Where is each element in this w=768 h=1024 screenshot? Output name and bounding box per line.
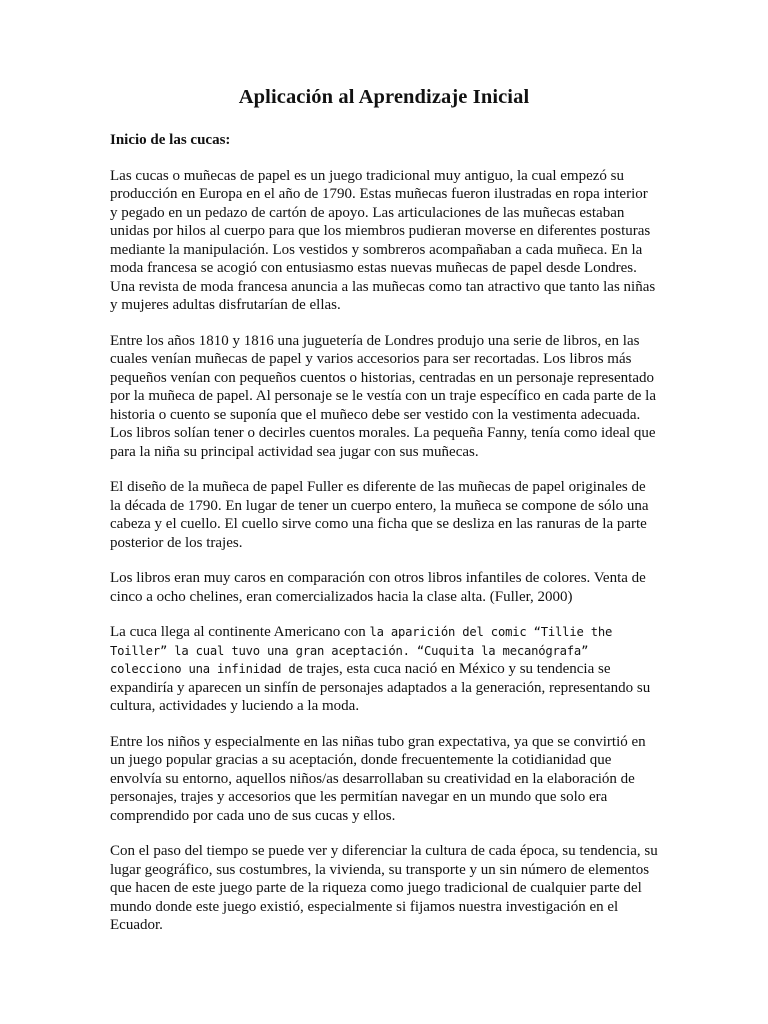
paragraph-5 (110, 623, 658, 716)
paragraph-2: Entre los años 1810 y 1816 una juguetería de Londres produjo una serie de libros, en las cuales venían muñecas de papel y varios accesorios para ser recortadas. Los libros más pequeños venían con pequeños cuentos o historias, centradas en un personaje representado por la muñeca de papel. Al personaje se le vestía con un traje específico en cada parte de la historia o cuento se suponía que el muñeco debe ser vestido con la vestimenta adecuada. Los libros solían tener o decirles cuentos morales. La pequeña Fanny, tenía como ideal que para la niña su principal actividad sea jugar con sus muñecas. (110, 332, 656, 460)
paragraph-5-inserted-text: la aparición del comic “Tillie the Toiller” la cual tuvo una gran aceptación. “Cuquita la mecanógrafa” colecciono una infinidad de (110, 625, 613, 676)
section-heading: Inicio de las cucas: (110, 132, 231, 148)
paragraph-1: Las cucas o muñecas de papel es un juego tradicional muy antiguo, la cual empezó su producción en Europa en el año de 1790. Estas muñecas fueron ilustradas en ropa interior y pegado en un pedazo de cartón de apoyo. Las articulaciones de las muñecas estaban unidas por hilos al cuerpo para que los miembros pudieran moverse en diferentes posturas mediante la manipulación. Los vestidos y sombreros acompañaban a cada muñeca. En la moda francesa se acogió con entusiasmo estas nuevas muñecas de papel desde Londres. Una revista de moda francesa anuncia a las muñecas como tan atractivo que tanto las niñas y mujeres adultas disfrutarían de ellas. (110, 167, 656, 313)
paragraph-5-intro: La cuca llega al continente Americano con (110, 624, 370, 640)
paragraph-6: Entre los niños y especialmente en las niñas tubo gran expectativa, ya que se convirtió en un juego popular gracias a su aceptación, donde frecuentemente la cotidianidad que envolvía su entorno, aquellos niños/as desarrollaban su creatividad en la elaboración de personajes, trajes y accesorios que les permitían navegar en un mundo que solo era comprendido por cada uno de sus cucas y ellos. (110, 733, 646, 824)
paragraph-3: El diseño de la muñeca de papel Fuller es diferente de las muñecas de papel originales de la década de 1790. En lugar de tener un cuerpo entero, la muñeca se compone de sólo una cabeza y el cuello. El cuello sirve como una ficha que se desliza en las ranuras de la parte posterior de los trajes. (110, 479, 649, 551)
paragraph-4: Los libros eran muy caros en comparación con otros libros infantiles de colores. Venta de cinco a ocho chelines, eran comercializados hacia la clase alta. (Fuller, 2000) (110, 570, 646, 605)
paragraph-5-rest: trajes, esta cuca nació en México y su tendencia se expandiría y aparecen un sinfín de personajes adaptados a la generación, representando su cultura, actividades y luciendo a la moda. (110, 661, 651, 714)
paragraph-7: Con el paso del tiempo se puede ver y diferenciar la cultura de cada época, su tendencia, su lugar geográfico, sus costumbres, la vivienda, su transporte y un sin número de elementos que hacen de este juego parte de la riqueza como juego tradicional de cualquier parte del mundo donde este juego existió, especialmente si fijamos nuestra investigación en el Ecuador. (110, 843, 658, 933)
document-title: Aplicación al Aprendizaje Inicial (238, 86, 530, 108)
